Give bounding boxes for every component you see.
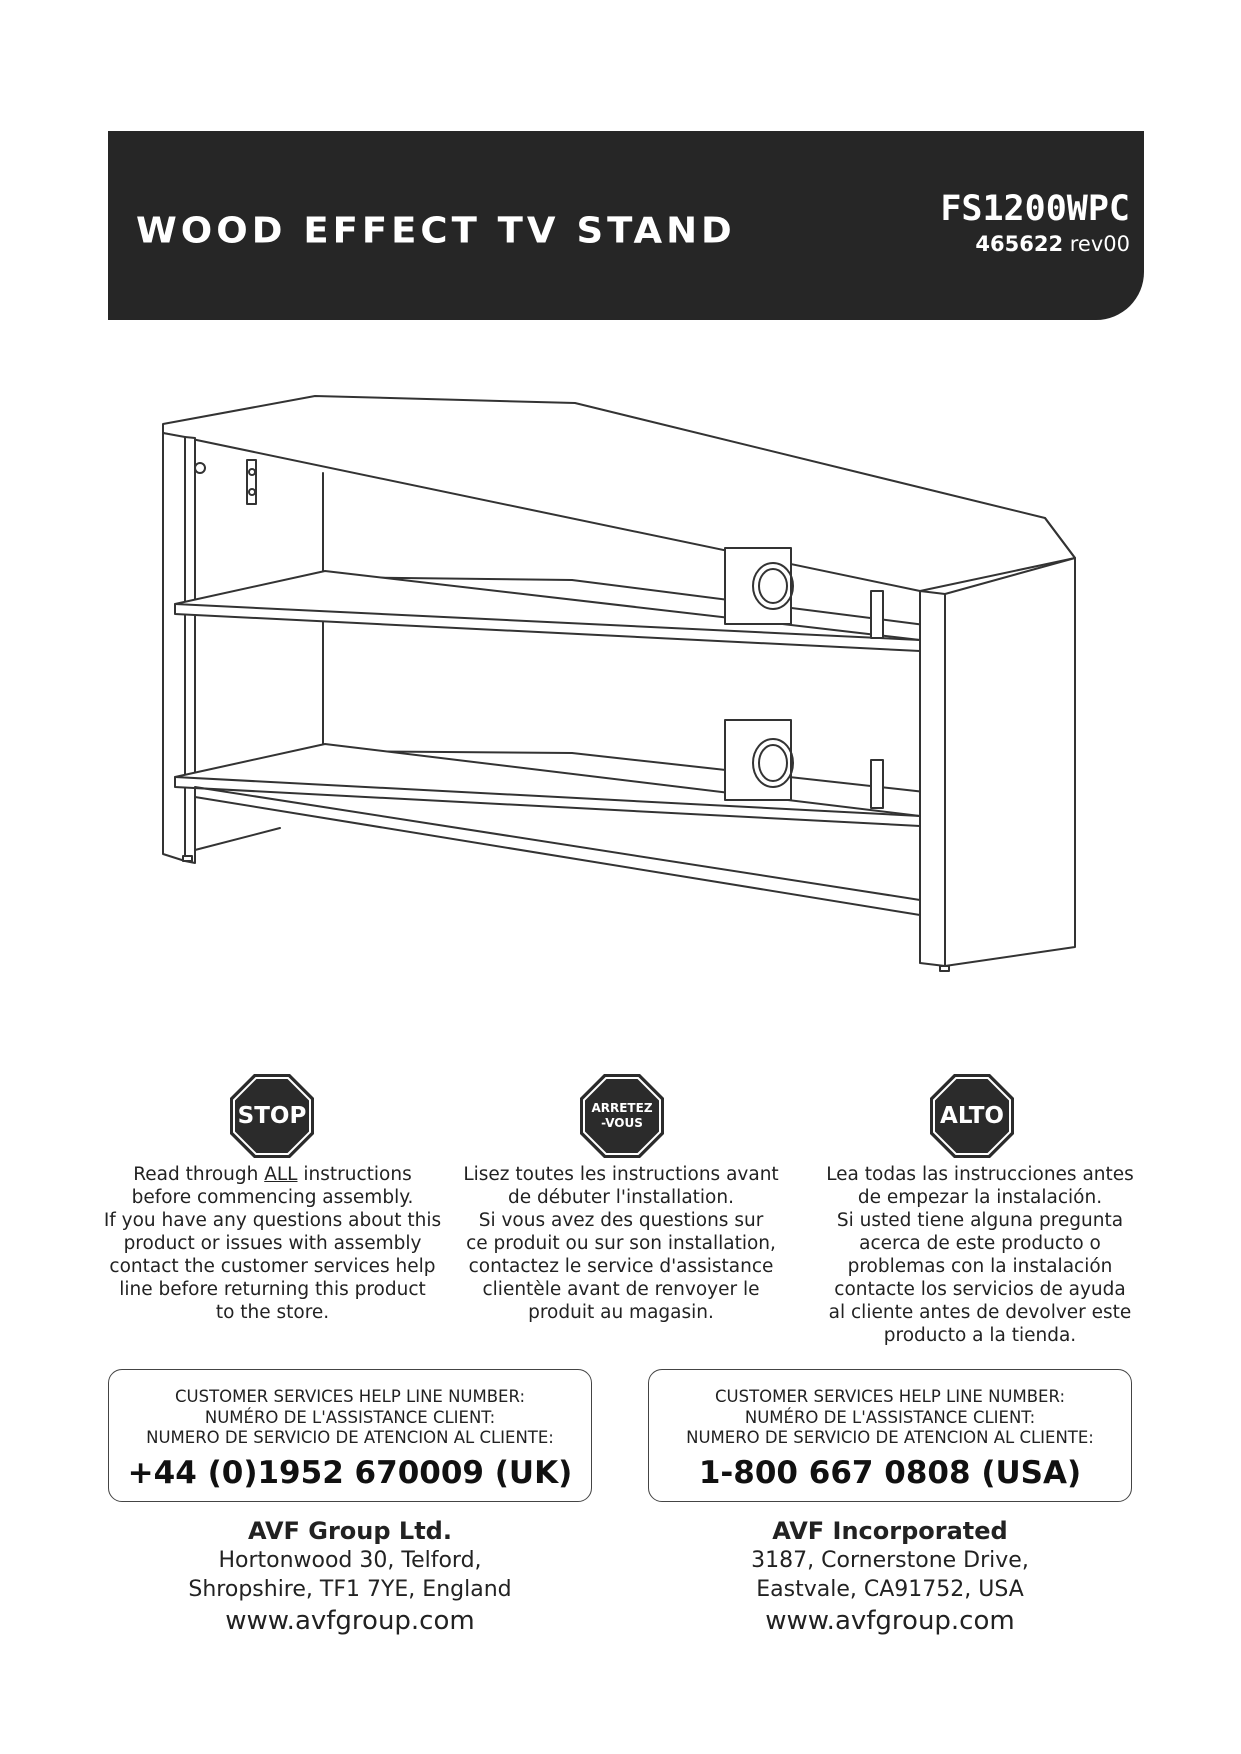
website-link[interactable]: www.avfgroup.com <box>765 1606 1015 1636</box>
helpline-phone-uk: +44 (0)1952 670009 (UK) <box>127 1454 573 1491</box>
ref-number: 465622 <box>975 232 1064 256</box>
model-number: FS1200WPC <box>940 189 1130 229</box>
address-usa <box>648 1516 1132 1638</box>
arretez-label: ARRETEZ -VOUS <box>591 1101 653 1130</box>
ref-revision: rev00 <box>1063 232 1130 256</box>
company-name: AVF Incorporated <box>772 1517 1008 1545</box>
alto-sign <box>929 1073 1015 1159</box>
helpline-box-usa <box>648 1369 1132 1502</box>
address-uk <box>108 1516 592 1638</box>
header-banner <box>108 131 1144 320</box>
stop-sign <box>229 1073 315 1159</box>
tv-stand-illustration <box>140 380 1100 1020</box>
website-link[interactable]: www.avfgroup.com <box>225 1606 475 1636</box>
alto-label: ALTO <box>940 1103 1004 1129</box>
helpline-heading: CUSTOMER SERVICES HELP LINE NUMBER: NUMÉRO DE L'ASSISTANCE CLIENT: NUMERO DE SERVICIO DE ATENCION AL CLIENTE: <box>686 1387 1094 1447</box>
warning-text-english <box>90 1163 455 1324</box>
helpline-heading: CUSTOMER SERVICES HELP LINE NUMBER: NUMÉRO DE L'ASSISTANCE CLIENT: NUMERO DE SERVICIO DE ATENCION AL CLIENTE: <box>146 1387 554 1447</box>
warning-text-french: Lisez toutes les instructions avant de débuter l'installation. Si vous avez des questions sur ce produit ou sur son installation, contactez le service d'assistance clientèle avant de renvoyer le produit au magasin. <box>463 1164 779 1323</box>
helpline-box-uk <box>108 1369 592 1502</box>
address-lines: Hortonwood 30, Telford, Shropshire, TF1 7YE, England <box>188 1548 512 1602</box>
warning-en-emphasis: ALL <box>264 1164 298 1185</box>
arretez-vous-sign <box>579 1073 665 1159</box>
company-name: AVF Group Ltd. <box>248 1517 452 1545</box>
warning-en-part: instructions before commencing assembly. If you have any questions about this product or issues with assembly contact the customer services help line before returning this product to the store. <box>103 1164 442 1323</box>
stop-label: STOP <box>237 1103 307 1129</box>
reference-number <box>975 232 1130 256</box>
warning-en-part: Read through <box>133 1164 265 1185</box>
product-title: WOOD EFFECT TV STAND <box>136 210 736 251</box>
warning-text-spanish: Lea todas las instrucciones antes de empezar la instalación. Si usted tiene alguna pregunta acerca de este producto o problemas con la instalación contacte los servicios de ayuda al cliente antes de devolver este producto a la tienda. <box>826 1164 1134 1346</box>
helpline-phone-usa: 1-800 667 0808 (USA) <box>698 1454 1082 1491</box>
address-lines: 3187, Cornerstone Drive, Eastvale, CA91752, USA <box>751 1548 1029 1602</box>
